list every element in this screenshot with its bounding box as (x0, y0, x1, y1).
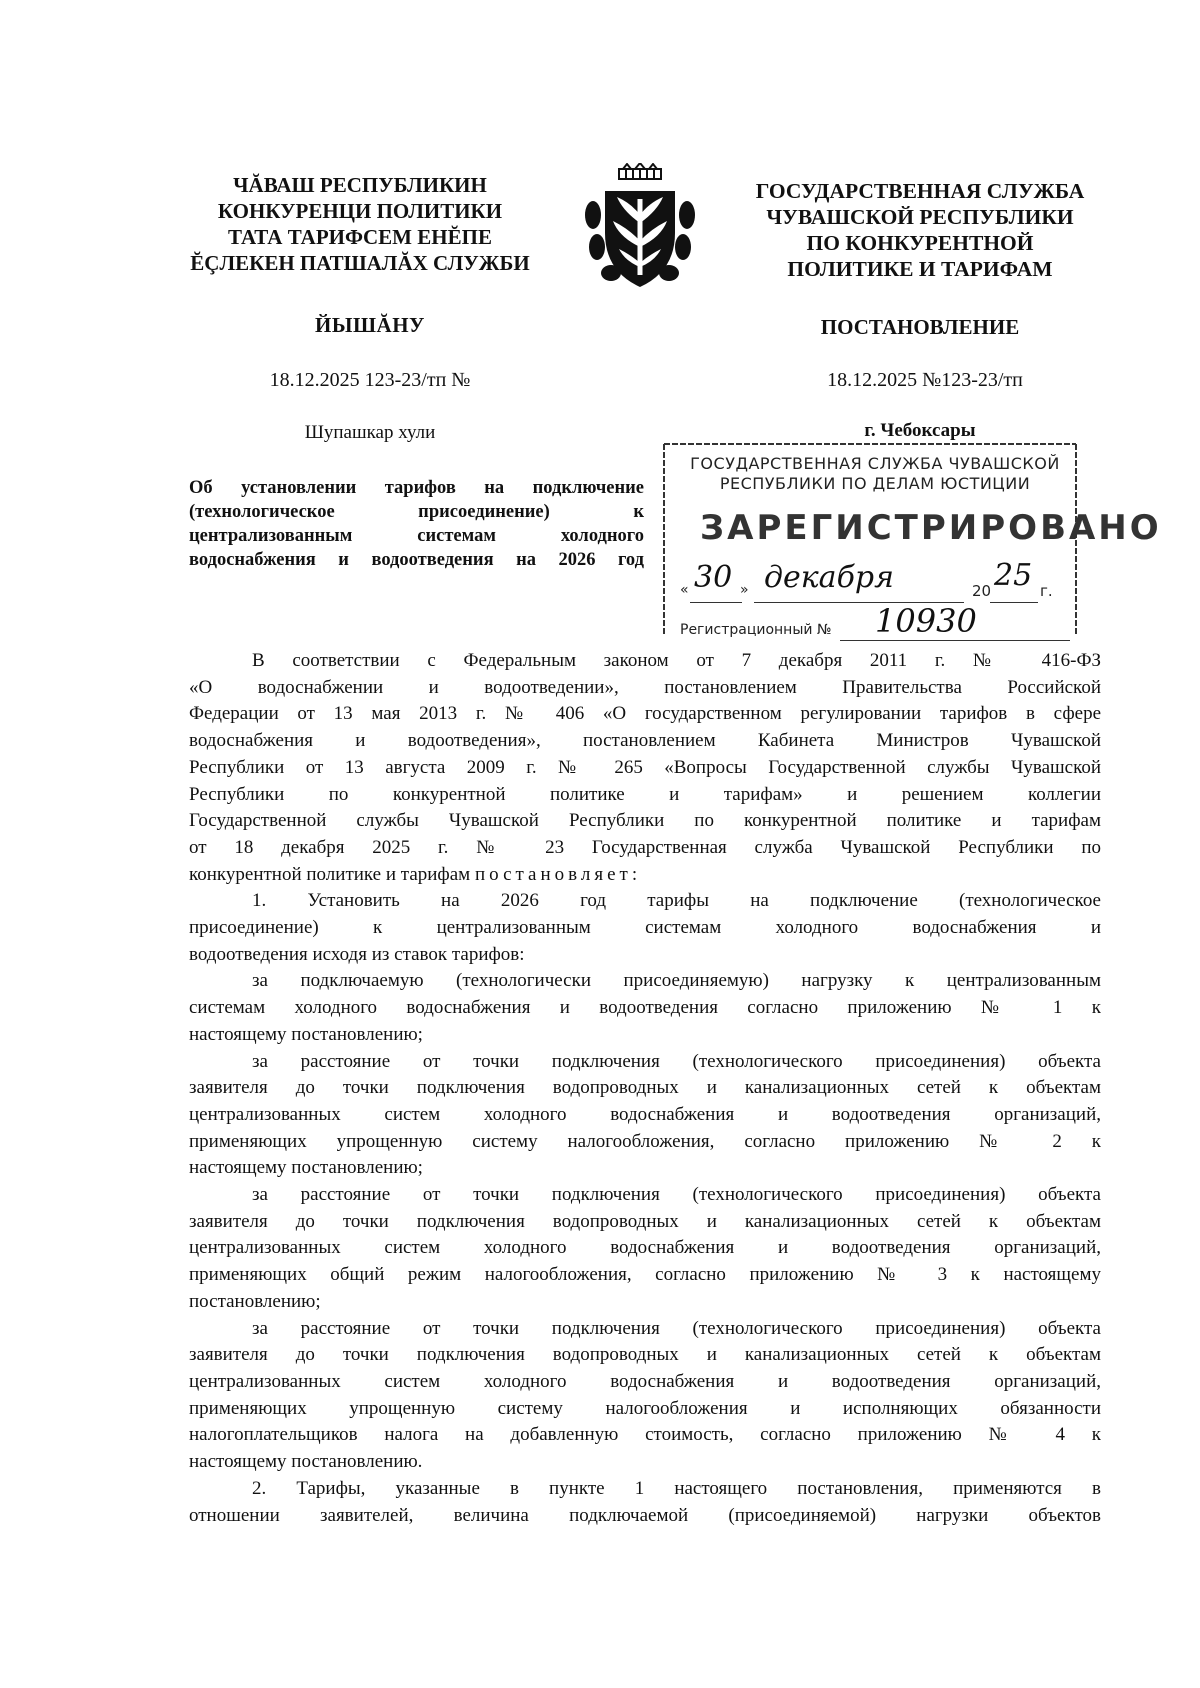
body-line: заявителя до точки подключения водопроводных и канализационных сетей к объектам (189, 1077, 1101, 1099)
stamp-reg-underline (840, 640, 1070, 641)
doc-type-chuvash: ЙЫШĂНУ (315, 313, 425, 337)
body-line: Республики по конкурентной политике и тарифам» и решением коллегии (189, 783, 1101, 805)
header-chuvash (150, 172, 570, 276)
body-line: настоящему постановлению; (189, 1157, 423, 1179)
header-left-line: ЧĂВАШ РЕСПУБЛИКИН (233, 173, 487, 197)
body-line: централизованных систем холодного водоснабжения и водоотведения организаций, (189, 1103, 1101, 1125)
body-line: заявителя до точки подключения водопроводных и канализационных сетей к объектам (189, 1210, 1101, 1232)
body-line: за расстояние от точки подключения (технологического присоединения) объекта (252, 1317, 1101, 1339)
place-chuvash: Шупашкар хули (304, 422, 436, 443)
stamp-organization (680, 454, 1070, 494)
header-left-line: ТАТА ТАРИФСЕМ ЕНĔПЕ (228, 225, 492, 249)
stamp-day: 30 (694, 560, 733, 595)
body-line: 2. Тарифы, указанные в пункте 1 настоящего постановления, применяются в (252, 1477, 1101, 1499)
stamp-year-prefix: 20 (972, 582, 992, 600)
stamp-year-unit: г. (1040, 582, 1053, 600)
stamp-quote-open: « (680, 582, 689, 598)
stamp-org-line: ГОСУДАРСТВЕННАЯ СЛУЖБА ЧУВАШСКОЙ (690, 454, 1060, 473)
header-right-line: ПО КОНКУРЕНТНОЙ (806, 231, 1034, 255)
body-line: настоящему постановлению; (189, 1023, 423, 1045)
body-line-text: конкурентной политике и тарифам (189, 863, 471, 885)
stamp-registration (680, 602, 1080, 640)
body-line: за расстояние от точки подключения (технологического присоединения) объекта (252, 1184, 1101, 1206)
body-line: Государственной службы Чувашской Республики по конкурентной политике и тарифам (189, 810, 1101, 832)
header-right-line: ПОЛИТИКЕ И ТАРИФАМ (787, 257, 1053, 281)
body-line: за расстояние от точки подключения (технологического присоединения) объекта (252, 1050, 1101, 1072)
document-body (189, 648, 1101, 1529)
document-title (189, 476, 644, 572)
title-line: (технологическое присоединение) к (189, 502, 644, 522)
body-line: за подключаемую (технологически присоединяемую) нагрузку к централизованным (252, 970, 1101, 992)
stamp-month: декабря (764, 560, 894, 595)
body-line: «О водоснабжении и водоотведении», постановлением Правительства Российской (189, 676, 1101, 698)
chuvash-coat-of-arms-icon (583, 163, 697, 291)
body-verb: постановляет: (474, 863, 642, 885)
title-line: централизованным системам холодного (189, 526, 644, 546)
body-line: от 18 декабря 2025 г. № 23 Государственная служба Чувашской Республики по (189, 836, 1101, 858)
place-russian: г. Чебоксары (864, 420, 976, 441)
stamp-reg-number: 10930 (875, 602, 977, 640)
body-line: применяющих упрощенную систему налогообложения и исполняющих обязанности (189, 1397, 1101, 1419)
stamp-quote-close: » (740, 582, 749, 598)
stamp-status: ЗАРЕГИСТРИРОВАНО (700, 508, 1162, 548)
body-line: заявителя до точки подключения водопроводных и канализационных сетей к объектам (189, 1344, 1101, 1366)
body-line: присоединение) к централизованным системам холодного водоснабжения и (189, 917, 1101, 939)
doc-type-russian: ПОСТАНОВЛЕНИЕ (820, 315, 1020, 339)
header-right-line: ГОСУДАРСТВЕННАЯ СЛУЖБА (755, 179, 1085, 203)
body-line: централизованных систем холодного водоснабжения и водоотведения организаций, (189, 1237, 1101, 1259)
body-line: применяющих упрощенную систему налогообложения, согласно приложению № 2 к (189, 1130, 1101, 1152)
body-line: 1. Установить на 2026 год тарифы на подключение (технологическое (252, 890, 1101, 912)
body-line: применяющих общий режим налогообложения, согласно приложению № 3 к настоящему (189, 1264, 1101, 1286)
stamp-date (680, 558, 1080, 604)
registration-stamp (660, 440, 1162, 640)
body-line: Республики от 13 августа 2009 г. № 265 «Вопросы Государственной службы Чувашской (189, 756, 1101, 778)
body-line: В соответствии с Федеральным законом от 7 декабря 2011 г. № 416-ФЗ (252, 650, 1101, 671)
body-line: водоотведения исходя из ставок тарифов: (189, 943, 525, 965)
header-left-line: КОНКУРЕНЦИ ПОЛИТИКИ (217, 199, 503, 223)
title-line: Об установлении тарифов на подключение (189, 478, 644, 498)
stamp-year-underline (990, 602, 1038, 603)
title-line: водоснабжения и водоотведения на 2026 год (189, 550, 644, 570)
header-russian (720, 178, 1120, 282)
header-right-line: ЧУВАШСКОЙ РЕСПУБЛИКИ (766, 205, 1074, 229)
stamp-reg-label: Регистрационный № (680, 622, 832, 638)
stamp-year-suffix: 25 (994, 558, 1033, 593)
body-line: системам холодного водоснабжения и водоотведения согласно приложению № 1 к (189, 997, 1101, 1019)
stamp-org-line: РЕСПУБЛИКИ ПО ДЕЛАМ ЮСТИЦИИ (719, 474, 1031, 493)
doc-number-russian: 18.12.2025 №123-23/тп (827, 369, 1023, 391)
body-line: налогоплательщиков налога на добавленную стоимость, согласно приложению № 4 к (189, 1424, 1101, 1446)
body-line: централизованных систем холодного водоснабжения и водоотведения организаций, (189, 1370, 1101, 1392)
body-line: Федерации от 13 мая 2013 г. № 406 «О государственном регулировании тарифов в сфере (189, 703, 1101, 725)
header-left-line: ĔÇЛЕКЕН ПАТШАЛĂХ СЛУЖБИ (190, 251, 530, 275)
body-line: водоснабжения и водоотведения», постановлением Кабинета Министров Чувашской (189, 730, 1101, 752)
doc-number-chuvash: 18.12.2025 123-23/тп № (269, 369, 471, 391)
body-line (189, 862, 1101, 889)
body-line: отношении заявителей, величина подключаемой (присоединяемой) нагрузки объектов (189, 1504, 1101, 1526)
body-line: постановлению; (189, 1290, 321, 1312)
stamp-day-underline (690, 602, 742, 603)
body-line: настоящему постановлению. (189, 1451, 423, 1473)
